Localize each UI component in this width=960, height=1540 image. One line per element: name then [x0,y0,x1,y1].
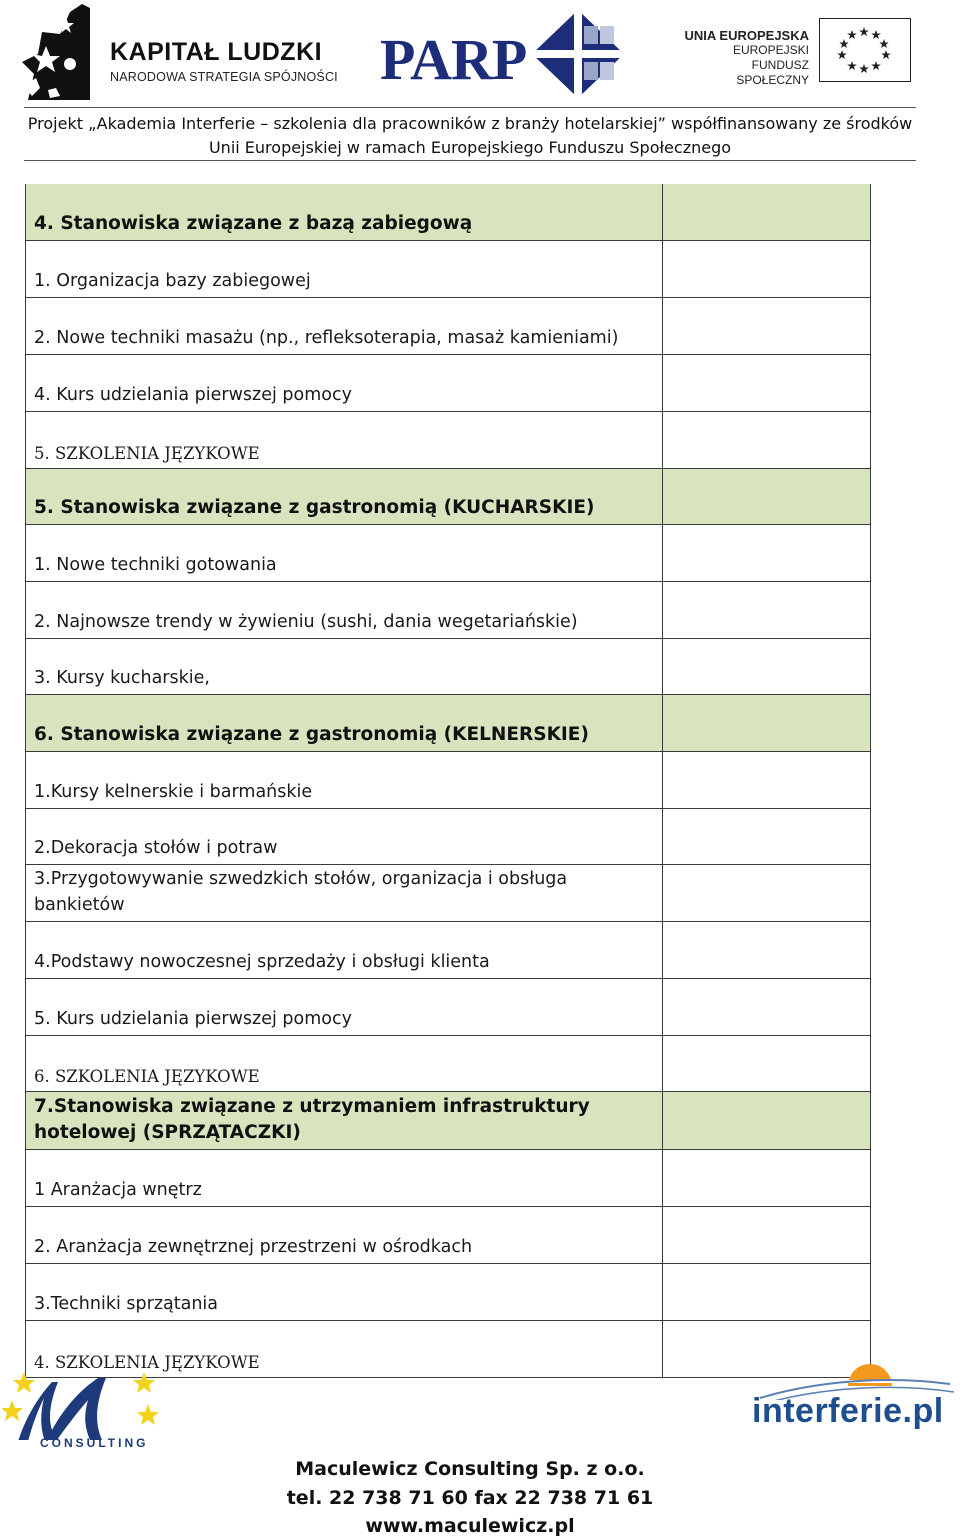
topic-cell [25,752,663,808]
interferie-wordmark: interferie.pl [752,1392,944,1430]
kapital-ludzki-logo [20,4,340,104]
empty-cell [663,469,871,524]
training-topic: 3. Kursy kucharskie, [34,668,210,688]
empty-cell [663,1150,871,1206]
eu-line-3: FUNDUSZ SPOŁECZNY [736,58,809,87]
table-row [25,412,871,469]
training-topic: 5. Kurs udzielania pierwszej pomocy [34,1009,352,1029]
table-row [25,525,871,582]
topic-cell [25,695,663,751]
table-section-row [25,695,871,752]
section-heading: 5. Stanowiska związane z gastronomią (KUCHARSKIE) [34,497,595,518]
training-topic: 1 Aranżacja wnętrz [34,1180,202,1200]
table-row [25,582,871,639]
table-row [25,1207,871,1264]
section-heading: 7.Stanowiska związane z utrzymaniem infrastruktury hotelowej (SPRZĄTACZKI) [34,1096,590,1143]
company-contact [200,1455,740,1540]
training-topic: 3.Przygotowywanie szwedzkich stołów, organizacja i obsługa bankietów [34,869,568,915]
topic-cell [25,525,663,581]
empty-cell [663,979,871,1035]
table-row [25,752,871,809]
empty-cell [663,695,871,751]
empty-cell [663,298,871,354]
topic-cell [25,865,663,921]
maculewicz-consulting-logo [2,1370,162,1460]
empty-cell [663,1207,871,1263]
training-table [25,184,871,1378]
topic-cell [25,639,663,694]
topic-cell [25,1207,663,1263]
training-topic: 2. Najnowsze trendy w żywieniu (sushi, dania wegetariańskie) [34,612,578,632]
training-topic: 5. SZKOLENIA JĘZYKOWE [34,444,260,463]
table-section-row [25,469,871,525]
empty-cell [663,752,871,808]
table-row [25,1036,871,1092]
kapital-ludzki-subtitle: NARODOWA STRATEGIA SPÓJNOŚCI [110,70,338,84]
empty-cell [663,1036,871,1091]
interferie-sun-icon [740,1340,955,1400]
empty-cell [663,412,871,468]
training-topic: 4. SZKOLENIA JĘZYKOWE [34,1353,260,1372]
topic-cell [25,1321,663,1377]
training-topic: 6. SZKOLENIA JĘZYKOWE [34,1067,260,1086]
table-row [25,298,871,355]
empty-cell [663,582,871,638]
topic-cell [25,922,663,978]
mc-caption: CONSULTING [40,1436,149,1450]
topic-cell [25,412,663,468]
mc-stars-logo-icon [2,1370,162,1440]
eu-line-2: EUROPEJSKI [732,43,809,57]
kapital-ludzki-emblem-icon [20,4,90,104]
topic-cell [25,582,663,638]
project-line-1: Projekt „Akademia Interferie – szkolenia dla pracowników z branży hotelarskiej” współfinansowany ze środków [27,114,913,133]
table-row [25,639,871,695]
table-row [25,355,871,412]
topic-cell [25,469,663,524]
topic-cell [25,1150,663,1206]
section-heading: 4. Stanowiska związane z bazą zabiegową [34,213,473,234]
empty-cell [663,865,871,921]
training-topic: 4. Kurs udzielania pierwszej pomocy [34,385,352,405]
interferie-logo [740,1340,955,1440]
table-row [25,922,871,979]
eu-flag-icon [819,18,911,82]
section-heading: 6. Stanowiska związane z gastronomią (KELNERSKIE) [34,724,589,745]
training-topic: 3.Techniki sprzątania [34,1294,218,1314]
training-topic: 1. Organizacja bazy zabiegowej [34,271,311,291]
training-topic: 2. Aranżacja zewnętrznej przestrzeni w ośrodkach [34,1237,473,1257]
eu-logo [680,18,915,88]
topic-cell [25,1092,663,1149]
header-rule-top [24,107,916,108]
table-row [25,1264,871,1321]
project-description [24,112,916,160]
training-topic: 4.Podstawy nowoczesnej sprzedaży i obsługi klienta [34,952,490,972]
project-line-2: Unii Europejskiej w ramach Europejskiego Funduszu Społecznego [208,138,732,157]
topic-cell [25,1264,663,1320]
company-name: Maculewicz Consulting Sp. z o.o. [295,1458,645,1480]
empty-cell [663,1092,871,1149]
empty-cell [663,922,871,978]
topic-cell [25,241,663,297]
empty-cell [663,355,871,411]
training-topic: 1. Nowe techniki gotowania [34,555,277,575]
topic-cell [25,184,663,240]
kapital-ludzki-title: KAPITAŁ LUDZKI [110,38,323,66]
eu-line-1: UNIA EUROPEJSKA [684,28,809,43]
table-row [25,1150,871,1207]
parp-wordmark: PARP [380,27,527,92]
company-phone: tel. 22 738 71 60 fax 22 738 71 61 [286,1486,654,1509]
empty-cell [663,639,871,694]
training-topic: 2.Dekoracja stołów i potraw [34,838,278,858]
header-rule-bottom [24,160,916,161]
empty-cell [663,525,871,581]
parp-logo [380,8,635,103]
table-row [25,979,871,1036]
table-row [25,865,871,922]
empty-cell [663,241,871,297]
topic-cell [25,355,663,411]
empty-cell [663,809,871,864]
training-topic: 2. Nowe techniki masażu (np., refleksoterapia, masaż kamieniami) [34,328,619,348]
empty-cell [663,1264,871,1320]
empty-cell [663,184,871,240]
parp-emblem-icon [530,8,630,103]
training-topic: 1.Kursy kelnerskie i barmańskie [34,782,313,802]
table-section-row [25,1092,871,1150]
topic-cell [25,1036,663,1091]
table-row [25,241,871,298]
table-section-row [25,184,871,241]
company-website[interactable]: www.maculewicz.pl [365,1515,575,1537]
topic-cell [25,979,663,1035]
topic-cell [25,298,663,354]
topic-cell [25,809,663,864]
table-row [25,809,871,865]
